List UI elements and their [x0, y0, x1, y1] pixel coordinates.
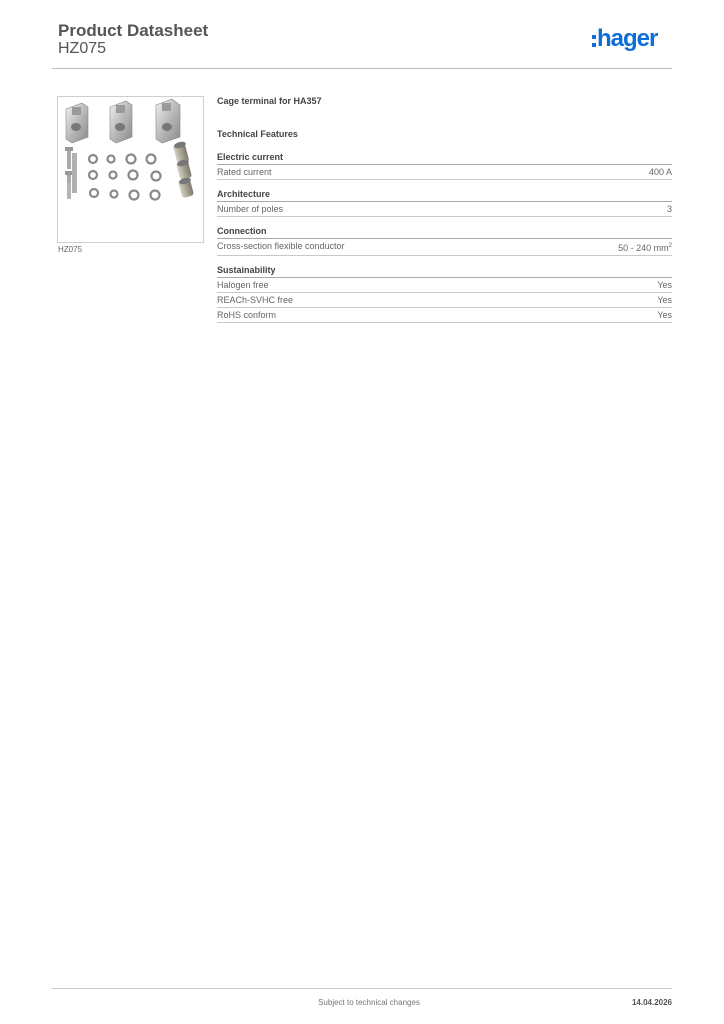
section-sustainability: [217, 264, 672, 323]
spec-value: Yes: [657, 280, 672, 290]
bolts: [65, 147, 77, 199]
sleeves: [173, 141, 195, 199]
section-title: Electric current: [217, 151, 672, 165]
spec-row: [217, 278, 672, 293]
section-title: Sustainability: [217, 264, 672, 278]
section-architecture: [217, 188, 672, 217]
unit-superscript: 2: [668, 243, 672, 249]
spec-row: [217, 239, 672, 256]
nuts-and-washers: [89, 155, 161, 200]
spec-value: 3: [666, 204, 672, 214]
spec-value: [618, 239, 672, 255]
footer-date: 14.04.2026: [631, 998, 672, 1007]
cage-block: [66, 103, 88, 143]
spec-label: Number of poles: [217, 204, 284, 214]
spec-value-text: 50 - 240 mm: [618, 243, 669, 253]
spec-row: [217, 308, 672, 323]
cage-terminal-parts-illustration: [58, 97, 203, 242]
product-image: [57, 96, 204, 243]
page-title: Product Datasheet: [58, 21, 209, 40]
spec-value: 400 A: [648, 167, 672, 177]
technical-content: [217, 96, 672, 331]
product-code: HZ075: [58, 40, 107, 57]
spec-label: RoHS conform: [217, 310, 277, 320]
spec-label: Rated current: [217, 167, 272, 177]
spec-value: Yes: [657, 295, 672, 305]
logo-wordmark: hager: [597, 25, 658, 52]
spec-label: Cross-section flexible conductor: [217, 241, 345, 251]
technical-features-heading: Technical Features: [217, 129, 298, 139]
image-caption: HZ075: [58, 245, 83, 254]
footer-note: Subject to technical changes: [318, 998, 420, 1007]
hager-logo: [592, 26, 674, 56]
cage-block: [110, 101, 132, 143]
header-divider: [52, 68, 672, 69]
section-electric-current: [217, 151, 672, 180]
logo-colon-icon: [592, 35, 596, 49]
spec-label: Halogen free: [217, 280, 269, 290]
section-title: Architecture: [217, 188, 672, 202]
spec-row: [217, 165, 672, 180]
footer-divider: [52, 988, 672, 989]
section-connection: [217, 225, 672, 256]
spec-value: Yes: [657, 310, 672, 320]
cage-block: [156, 99, 180, 143]
product-title: Cage terminal for HA357: [217, 96, 322, 106]
spec-row: [217, 293, 672, 308]
section-title: Connection: [217, 225, 672, 239]
spec-label: REACh-SVHC free: [217, 295, 294, 305]
spec-row: [217, 202, 672, 217]
